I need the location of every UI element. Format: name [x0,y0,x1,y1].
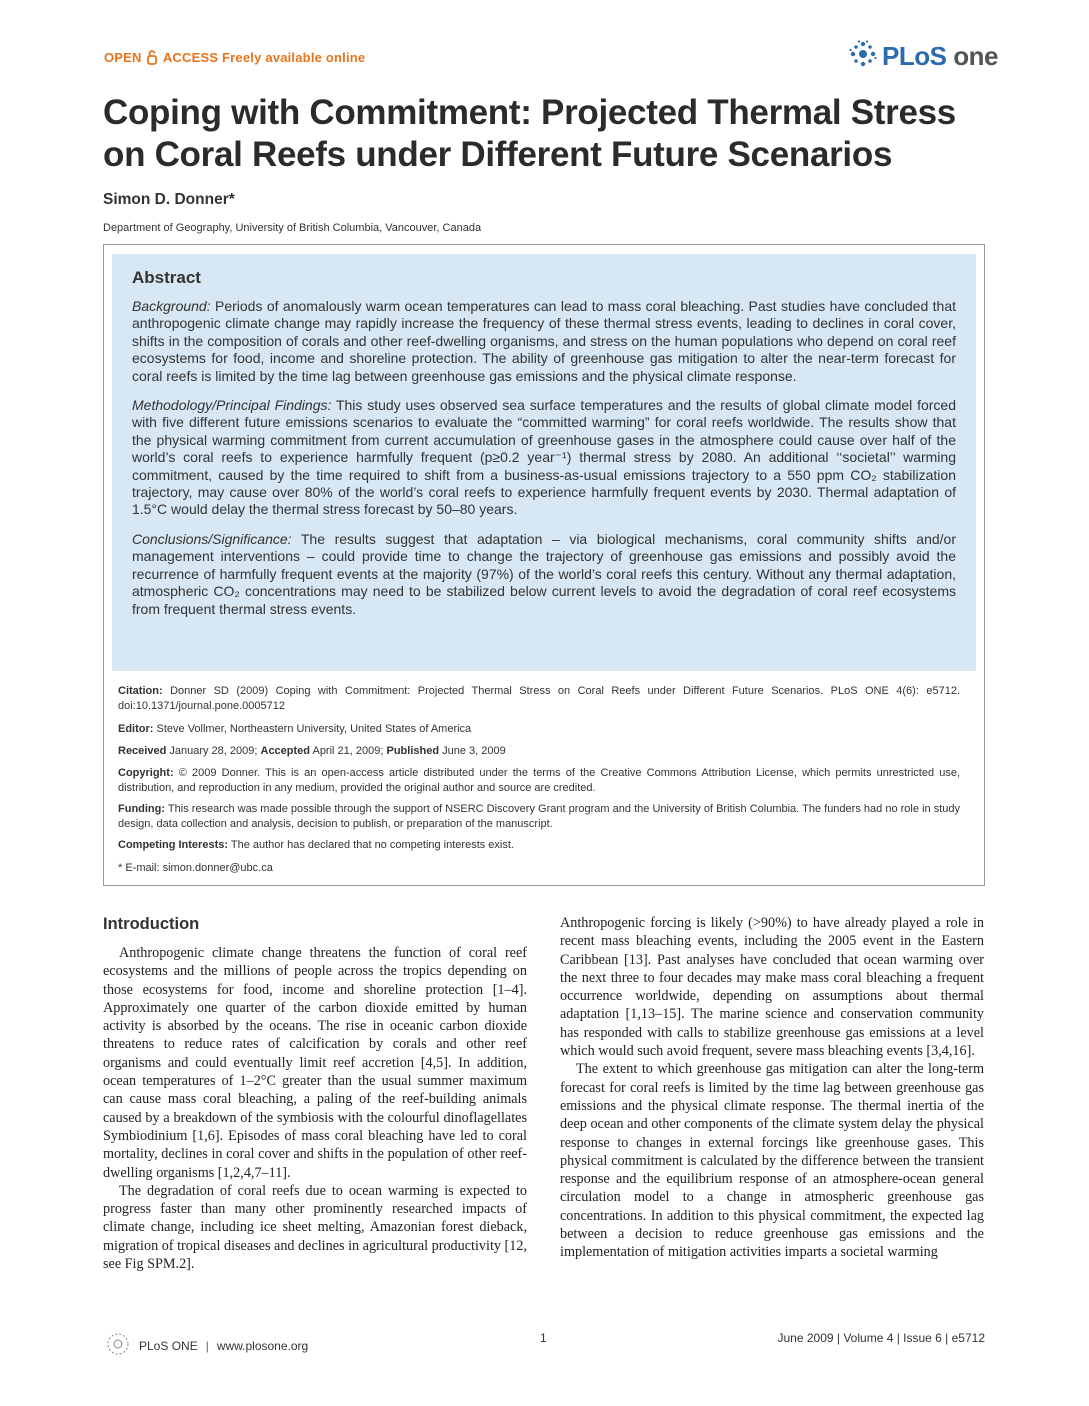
plos-one-logo [848,36,998,76]
author-name: Simon D. Donner* [103,191,235,208]
citation-label: Citation: [118,685,163,697]
paragraph: The extent to which greenhouse gas mitigation can alter the long-term forecast for coral reefs is limited by the time lag between greenhouse gas emissions and the physical climate response. The thermal inertia of the deep ocean and other components of the climate system delay the physical response to changes in external forcings like greenhouse gases. This physical commitment is calculated by the difference between the transient response and the equilibrium response of an atmosphere-ocean general circulation model to a change in atmospheric greenhouse gas concentrations. In addition to this physical commitment, the expected lag between a decision to reduce greenhouse gas emissions and the implementation of mitigation activities imparts a societal warming [560,1061,984,1261]
paragraph: Anthropogenic climate change threatens the function of coral reef ecosystems and the millions of people across the tropics depending on those ecosystems for food, income and shoreline protection [1–4]. Approximately one quarter of the carbon dioxide emitted by human activity is absorbed by the oceans. The rise in oceanic carbon dioxide threatens to reduce rates of calcification by corals and other reef organisms and could eventually limit reef accretion [4,5]. In addition, ocean temperatures of 1–2°C greater than the usual summer maximum can cause mass coral bleaching, a paling of the reef-building animals caused by a breakdown of the symbiosis with the colourful dinoflagellates Symbiodinium [1,6]. Episodes of mass coral bleaching have led to coral mortality, declines in coral cover and shifts in the population of other reef-dwelling organisms [1,2,4,7–11]. [103,945,527,1181]
received-label: Received [118,745,167,757]
freely-available-label: Freely available online [222,50,366,65]
funding-label: Funding: [118,803,166,815]
accepted-text: April 21, 2009; [310,745,387,757]
footer-url[interactable]: www.plosone.org [216,1338,309,1353]
published-label: Published [386,745,440,757]
footer-journal-name: PLoS ONE [139,1338,198,1353]
introduction-heading: Introduction [103,915,200,933]
footer-journal: PLoS ONE | www.plosone.org [103,1329,308,1362]
open-access-banner [104,50,365,68]
accepted-label: Accepted [260,745,311,757]
funding [118,802,960,831]
article-title: Coping with Commitment: Projected Thermal Stress on Coral Reefs under Different Future Scenarios [103,93,956,174]
plos-footer-icon [103,1329,133,1362]
body-column-right [560,914,984,1262]
access-label: ACCESS [162,50,219,65]
abstract-background [132,298,956,385]
paragraph: Anthropogenic forcing is likely (>90%) to have already played a role in recent mass bleaching events, including the 2005 event in the Eastern Caribbean [13]. Past analyses have concluded that ocean warming over the next three to four decades may make mass coral bleaching a frequent occurrence worldwide, depending on assumptions about thermal adaptation [1,13–15]. The marine science and conservation community has responded with calls to stabilize greenhouse gas emissions at a level which would such avoid frequent, severe mass bleaching events [3,4,16]. [560,915,984,1060]
methodology-label: Methodology/Principal Findings: [132,397,332,414]
footer-issue: June 2009 | Volume 4 | Issue 6 | e5712 [777,1331,985,1345]
citation-text: Donner SD (2009) Coping with Commitment: Projected Thermal Stress on Coral Reefs under Different Future Scenarios. PLoS ONE 4(6): e5712. doi:10.1371/journal.pone.0005712 [118,685,960,712]
logo-plos-text: PLoS [882,40,947,71]
abstract-conclusions [132,531,956,618]
copyright-text: © 2009 Donner. This is an open-access article distributed under the terms of the Creative Commons Attribution License, which permits unrestricted use, distribution, and reproduction in any medium, provided the original author and source are credited. [118,767,960,794]
copyright [118,766,960,795]
conclusions-text: The results suggest that adaptation – via biological mechanisms, coral community shifts and/or management interventions – could provide time to change the trajectory of greenhouse gas emissions and possibly avoid the recurrence of harmfully frequent events at the majority (97%) of the world’s coral reefs this century. Without any thermal adaptation, atmospheric CO₂ concentrations may need to be stabilized below current levels to avoid the degradation of coral reef ecosystems from frequent thermal stress events. [132,530,956,617]
editor-text: Steve Vollmer, Northeastern University, United States of America [153,723,472,735]
open-access-lock-icon [147,50,157,68]
competing-text: The author has declared that no competing interests exist. [228,839,514,851]
citation [118,684,960,713]
plos-burst-icon [848,39,878,74]
logo-one-text: one [953,40,998,71]
competing-interests [118,838,960,853]
published-text: June 3, 2009 [439,745,506,757]
abstract-heading: Abstract [132,268,201,287]
background-label: Background: [132,298,211,314]
received-text: January 28, 2009; [166,745,261,757]
paragraph: The degradation of coral reefs due to ocean warming is expected to progress faster than many other prominently researched impacts of climate change, including ice sheet melting, Amazonian forest dieback, migration of tropical diseases and declines in agricultural productivity [12, see Fig SPM.2]. [103,1182,527,1273]
funding-text: This research was made possible through the support of NSERC Discovery Grant program and the University of British Columbia. The funders had no role in study design, data collection and analysis, decision to publish, or preparation of the manuscript. [118,803,960,830]
editor-label: Editor: [118,723,154,735]
open-label: OPEN [104,50,142,65]
copyright-label: Copyright: [118,767,174,779]
author-affiliation: Department of Geography, University of British Columbia, Vancouver, Canada [103,222,482,234]
author-email[interactable]: * E-mail: simon.donner@ubc.ca [118,862,273,874]
page-number: 1 [540,1331,547,1345]
body-column-left [103,944,527,1273]
editor [118,722,960,737]
dates [118,744,960,759]
abstract-methodology [132,397,956,519]
competing-label: Competing Interests: [118,839,229,851]
methodology-text: This study uses observed sea surface temperatures and the results of global climate model forced with five different future emissions scenarios to evaluate the “committed warming” for coral reefs worldwide. The results show that the physical warming commitment from current accumulation of greenhouse gases in the atmosphere could cause over half of the world’s coral reefs to experience harmfully frequent (p≥0.2 year⁻¹) thermal stress by 2080. An additional ‘‘societal’’ warming commitment, caused by the time required to shift from a business-as-usual emissions trajectory to a 550 ppm CO₂ stabilization trajectory, may cause over 80% of the world’s coral reefs to experience harmfully frequent events by 2030. Thermal adaptation of 1.5°C would delay the thermal stress forecast by 50–80 years. [132,397,956,518]
background-text: Periods of anomalously warm ocean temperatures can lead to mass coral bleaching. Past studies have concluded that anthropogenic climate change may rapidly increase the frequency of these thermal stress events, leading to declines in coral cover, shifts in the composition of corals and other reef-dwelling organisms, and stress on the human populations who depend on coral reef ecosystems for food, income and shoreline protection. The ability of greenhouse gas mitigation to alter the near-term forecast for coral reefs is limited by the time lag between greenhouse gas emissions and the physical climate response. [132,298,956,384]
conclusions-label: Conclusions/Significance: [132,530,292,547]
abstract-panel [112,254,976,671]
